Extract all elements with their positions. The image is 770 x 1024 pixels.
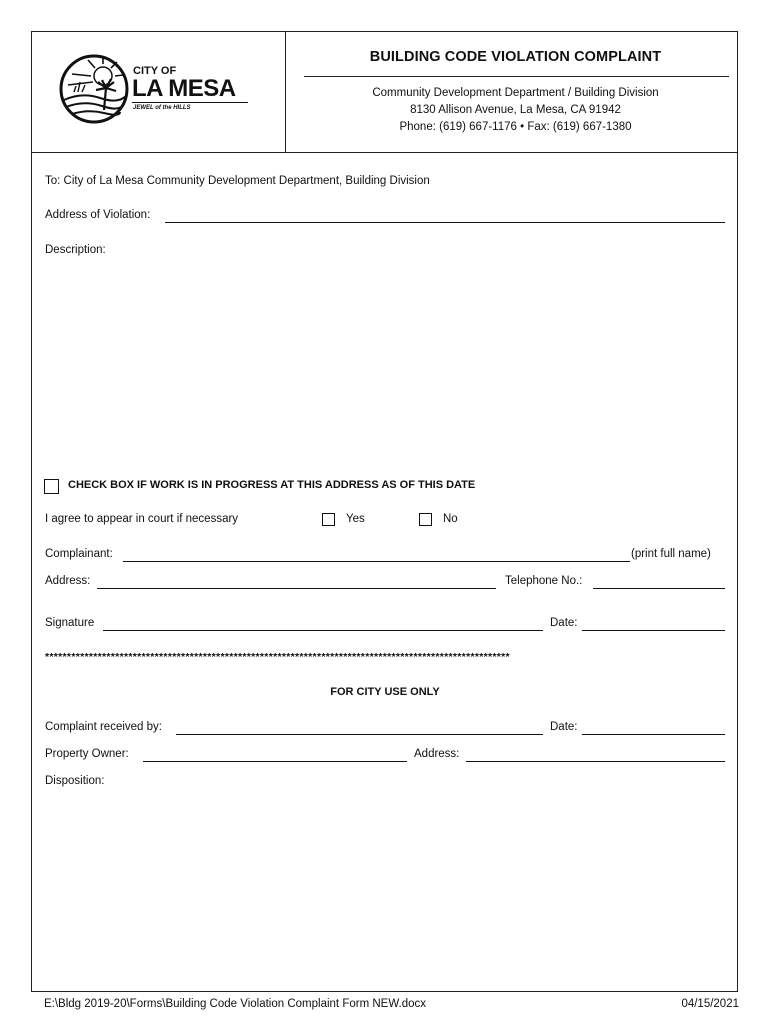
- signature-label: Signature: [45, 617, 95, 629]
- yes-checkbox[interactable]: [322, 513, 335, 526]
- description-label: Description:: [45, 244, 106, 256]
- footer-file-path: E:\Bldg 2019-20\Forms\Building Code Violation Complaint Form NEW.docx: [44, 998, 427, 1010]
- property-owner-field[interactable]: [143, 761, 407, 762]
- address-of-violation-label: Address of Violation:: [45, 209, 151, 221]
- city-date-field[interactable]: [582, 734, 725, 735]
- city-use-heading: FOR CITY USE ONLY: [330, 686, 440, 698]
- disposition-label: Disposition:: [45, 775, 105, 787]
- no-label: No: [443, 513, 458, 525]
- la-mesa-seal-icon: [58, 52, 130, 126]
- signature-date-label: Date:: [550, 617, 578, 629]
- telephone-label: Telephone No.:: [505, 575, 583, 587]
- work-in-progress-checkbox[interactable]: [44, 479, 59, 494]
- description-area[interactable]: [45, 262, 725, 462]
- logo-cell: [32, 32, 286, 152]
- signature-date-field[interactable]: [582, 630, 725, 631]
- complainant-address-label: Address:: [45, 575, 91, 587]
- to-line: To: City of La Mesa Community Development Department, Building Division: [45, 175, 430, 187]
- city-date-label: Date:: [550, 721, 578, 733]
- disposition-area[interactable]: [45, 793, 725, 983]
- complainant-field[interactable]: [123, 561, 630, 562]
- received-by-label: Complaint received by:: [45, 721, 162, 733]
- separator-line: **********************************************************************************************************: [45, 651, 510, 663]
- complainant-label: Complainant:: [45, 548, 113, 560]
- print-full-name-label: (print full name): [631, 548, 711, 560]
- form-title: BUILDING CODE VIOLATION COMPLAINT: [369, 49, 662, 65]
- no-checkbox[interactable]: [419, 513, 432, 526]
- title-cell: [286, 32, 737, 152]
- phone-fax-line: Phone: (619) 667-1176 • Fax: (619) 667-1380: [399, 121, 632, 133]
- department-line: Community Development Department / Building Division: [372, 87, 659, 99]
- owner-address-field[interactable]: [466, 761, 725, 762]
- logo-city-of: CITY OF: [133, 65, 177, 77]
- address-line: 8130 Allison Avenue, La Mesa, CA 91942: [410, 104, 621, 116]
- agree-court-label: I agree to appear in court if necessary: [45, 513, 239, 525]
- property-owner-label: Property Owner:: [45, 748, 129, 760]
- complainant-address-field[interactable]: [97, 588, 496, 589]
- form-header: [32, 32, 737, 153]
- footer-date: 04/15/2021: [681, 998, 739, 1010]
- address-of-violation-field[interactable]: [165, 222, 725, 223]
- received-by-field[interactable]: [176, 734, 543, 735]
- title-rule: [304, 76, 729, 77]
- telephone-field[interactable]: [593, 588, 725, 589]
- logo-underline: [132, 102, 248, 103]
- signature-field[interactable]: [103, 630, 543, 631]
- logo-la-mesa: LA MESA: [132, 75, 236, 102]
- owner-address-label: Address:: [414, 748, 460, 760]
- yes-label: Yes: [346, 513, 365, 525]
- logo-tagline: JEWEL of the HILLS: [133, 105, 191, 111]
- work-in-progress-label: CHECK BOX IF WORK IS IN PROGRESS AT THIS ADDRESS AS OF THIS DATE: [68, 479, 476, 491]
